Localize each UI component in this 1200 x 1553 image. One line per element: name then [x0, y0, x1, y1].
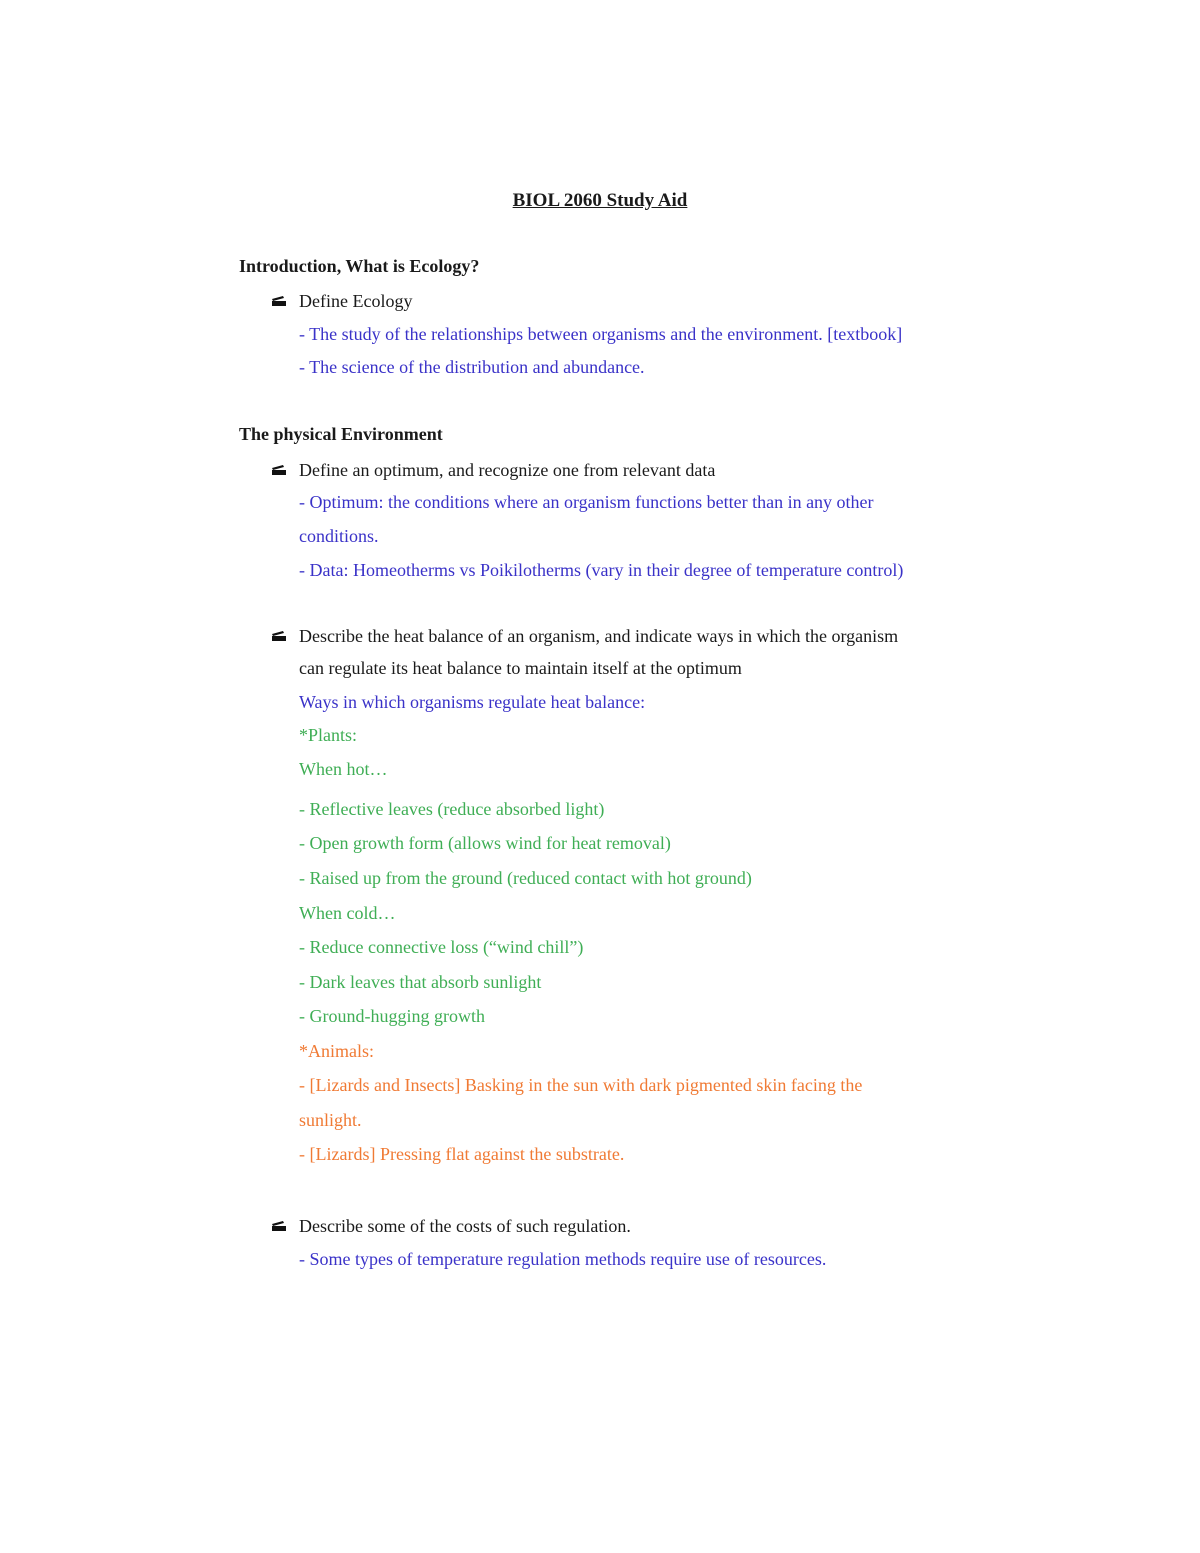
- plants-hot-item: - Raised up from the ground (reduced contact with hot ground): [299, 868, 752, 888]
- section-heading-intro: Introduction, What is Ecology?: [239, 256, 480, 276]
- answer-line: - Some types of temperature regulation methods require use of resources.: [299, 1249, 827, 1269]
- clapperboard-icon: [272, 631, 286, 641]
- document-title: BIOL 2060 Study Aid: [512, 190, 688, 211]
- clapperboard-icon: [272, 296, 286, 306]
- plants-hot-label: When hot…: [299, 759, 388, 779]
- plants-label: *Plants:: [299, 725, 358, 745]
- animals-item: - [Lizards and Insects] Basking in the sun with dark pigmented skin facing the: [299, 1075, 863, 1095]
- bullet-costs: [272, 1209, 631, 1243]
- section-heading-physical: The physical Environment: [239, 424, 443, 444]
- plants-cold-label: When cold…: [299, 903, 396, 923]
- answer-line: Ways in which organisms regulate heat balance:: [299, 692, 646, 712]
- bullet-heat-balance: [272, 619, 898, 653]
- plants-hot-item: - Reflective leaves (reduce absorbed light): [299, 799, 605, 819]
- answer-line: - The science of the distribution and abundance.: [299, 357, 645, 377]
- answer-line: conditions.: [299, 526, 379, 546]
- answer-line: - Optimum: the conditions where an organism functions better than in any other: [299, 492, 874, 512]
- bullet-text: Define Ecology: [299, 291, 413, 311]
- animals-item: sunlight.: [299, 1110, 362, 1130]
- plants-cold-item: - Reduce connective loss (“wind chill”): [299, 937, 584, 957]
- bullet-text: Describe some of the costs of such regulation.: [299, 1216, 631, 1236]
- bullet-text: Define an optimum, and recognize one from relevant data: [299, 460, 716, 480]
- clapperboard-icon: [272, 465, 286, 475]
- bullet-text-continued: can regulate its heat balance to maintain itself at the optimum: [299, 658, 742, 678]
- plants-hot-item: - Open growth form (allows wind for heat removal): [299, 833, 671, 853]
- bullet-define-optimum: [272, 453, 715, 487]
- bullet-text: Describe the heat balance of an organism, and indicate ways in which the organism: [299, 626, 899, 646]
- answer-line: - The study of the relationships between organisms and the environment. [textbook]: [299, 324, 903, 344]
- plants-cold-item: - Dark leaves that absorb sunlight: [299, 972, 542, 992]
- bullet-define-ecology: [272, 284, 412, 318]
- answer-line: - Data: Homeotherms vs Poikilotherms (vary in their degree of temperature control): [299, 560, 904, 580]
- clapperboard-icon: [272, 1221, 286, 1231]
- plants-cold-item: - Ground-hugging growth: [299, 1006, 485, 1026]
- animals-label: *Animals:: [299, 1041, 374, 1061]
- animals-item: - [Lizards] Pressing flat against the substrate.: [299, 1144, 625, 1164]
